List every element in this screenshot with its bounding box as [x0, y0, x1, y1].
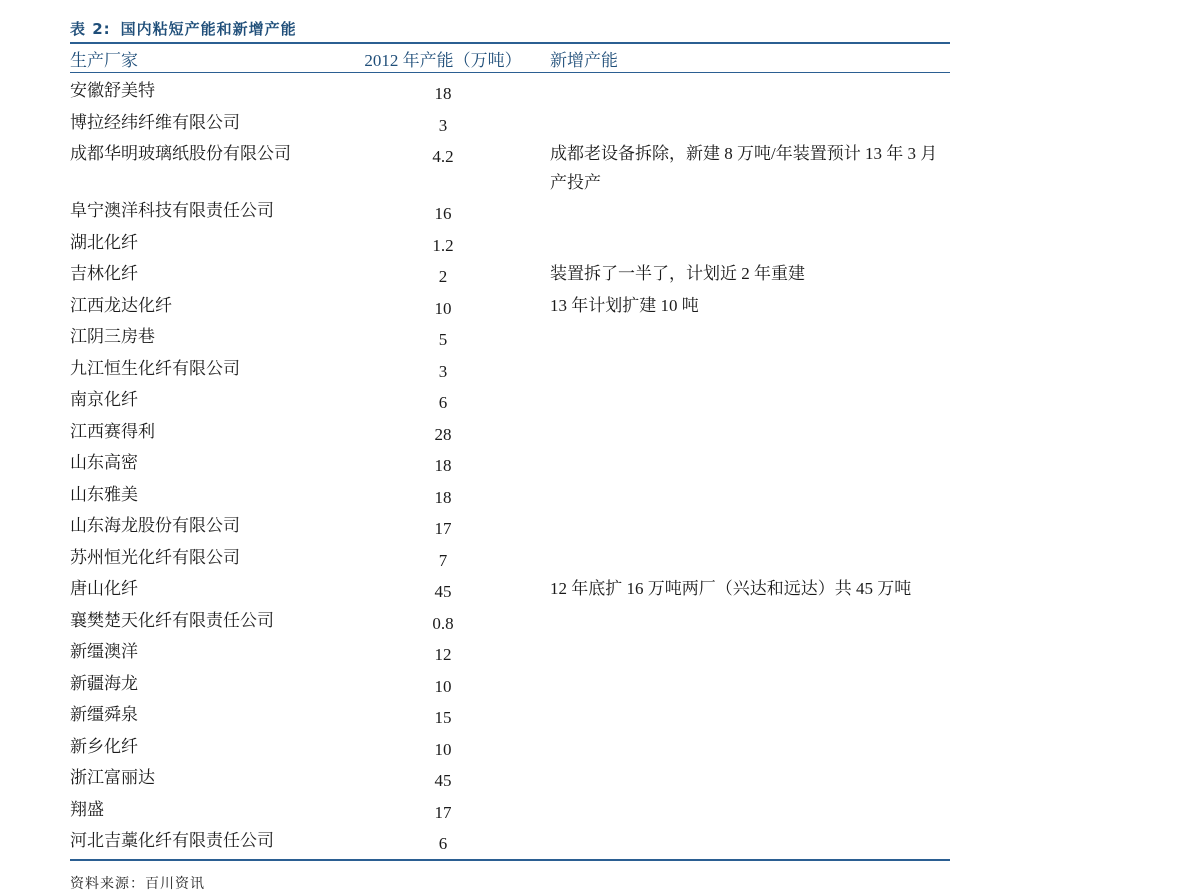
- cell-capacity: 6: [438, 393, 448, 412]
- capacity-table: [70, 42, 950, 861]
- cell-manufacturer: 新疆海龙: [70, 673, 138, 693]
- cell-capacity: 12: [434, 645, 452, 664]
- table-number: 表 2:: [70, 20, 111, 38]
- cell-capacity: 7: [438, 550, 448, 570]
- cell-manufacturer: 唐山化纤: [70, 579, 138, 598]
- table-body: [70, 73, 950, 859]
- cell-capacity: 6: [438, 834, 448, 853]
- cell-capacity: 3: [438, 115, 448, 135]
- cell-manufacturer: 翔盛: [70, 799, 104, 819]
- cell-new-capacity: [550, 481, 950, 513]
- cell-new-capacity: 成都老设备拆除，新建 8 万吨/年装置预计 13 年 3 月产投产: [550, 144, 938, 192]
- cell-manufacturer: 襄樊楚天化纤有限责任公司: [70, 610, 274, 630]
- table-row: [70, 77, 950, 109]
- cell-manufacturer: 河北吉藁化纤有限责任公司: [70, 831, 274, 850]
- table-row: [70, 733, 950, 765]
- cell-new-capacity: 12 年底扩 16 万吨两厂（兴达和远达）共 45 万吨: [550, 579, 912, 598]
- cell-capacity: 10: [434, 739, 452, 759]
- table-title: 国内粘短产能和新增产能: [120, 20, 297, 38]
- cell-manufacturer: 山东高密: [70, 453, 138, 472]
- cell-new-capacity: [550, 733, 950, 765]
- cell-manufacturer: 新乡化纤: [70, 736, 138, 756]
- cell-new-capacity: [550, 701, 950, 733]
- table-figure: [70, 16, 950, 893]
- table-row: [70, 827, 950, 859]
- table-row: [70, 638, 950, 670]
- table-row: [70, 796, 950, 828]
- cell-manufacturer: 新缰舜泉: [70, 705, 138, 724]
- cell-manufacturer: 吉林化纤: [70, 264, 138, 283]
- cell-new-capacity: [550, 386, 950, 418]
- cell-new-capacity: 13 年计划扩建 10 吨: [550, 295, 699, 315]
- source-note: 资料来源：百川资讯: [70, 875, 205, 892]
- cell-manufacturer: 江西赛得利: [70, 421, 155, 441]
- cell-manufacturer: 南京化纤: [70, 390, 138, 409]
- cell-new-capacity: [550, 323, 950, 355]
- table-row: [70, 323, 950, 355]
- cell-capacity: 18: [434, 487, 452, 507]
- cell-capacity: 18: [434, 84, 452, 103]
- cell-new-capacity: [550, 796, 950, 828]
- cell-capacity: 17: [434, 802, 452, 822]
- table-row: [70, 292, 950, 324]
- cell-manufacturer: 山东海龙股份有限公司: [70, 516, 240, 535]
- cell-capacity: 10: [434, 676, 452, 696]
- cell-new-capacity: [550, 764, 950, 796]
- header-manufacturer: 生产厂家: [70, 50, 138, 70]
- table-row: [70, 449, 950, 481]
- table-row: [70, 197, 950, 229]
- table-row: [70, 260, 950, 292]
- table-row: [70, 481, 950, 513]
- cell-capacity: 1.2: [432, 235, 454, 255]
- cell-manufacturer: 阜宁澳洋科技有限责任公司: [70, 201, 274, 220]
- cell-manufacturer: 博拉经纬纤维有限公司: [70, 112, 240, 132]
- table-row: [70, 386, 950, 418]
- cell-new-capacity: [550, 512, 950, 544]
- table-row: [70, 355, 950, 387]
- cell-new-capacity: [550, 544, 950, 576]
- cell-new-capacity: [550, 449, 950, 481]
- table-row: [70, 607, 950, 639]
- table-row: [70, 229, 950, 261]
- table-header-row: [70, 44, 950, 73]
- header-capacity: 2012 年产能（万吨）: [364, 50, 522, 70]
- table-row: [70, 701, 950, 733]
- cell-capacity: 0.8: [432, 613, 454, 633]
- cell-manufacturer: 成都华明玻璃纸股份有限公司: [70, 144, 291, 163]
- table-row: [70, 418, 950, 450]
- table-row: [70, 512, 950, 544]
- cell-new-capacity: [550, 638, 950, 670]
- table-row: [70, 544, 950, 576]
- cell-manufacturer: 江阴三房巷: [70, 327, 155, 346]
- table-row: [70, 670, 950, 702]
- table-caption: [70, 16, 950, 42]
- cell-new-capacity: [550, 418, 950, 450]
- cell-new-capacity: [550, 355, 950, 387]
- cell-new-capacity: [550, 827, 950, 859]
- cell-capacity: 5: [438, 330, 448, 349]
- cell-capacity: 28: [434, 424, 452, 444]
- cell-capacity: 45: [434, 582, 452, 601]
- cell-new-capacity: [550, 607, 950, 639]
- cell-capacity: 16: [434, 204, 452, 223]
- cell-capacity: 17: [434, 519, 452, 538]
- table-row: [70, 140, 950, 197]
- cell-new-capacity: [550, 229, 950, 261]
- cell-capacity: 15: [434, 708, 452, 727]
- cell-capacity: 3: [438, 361, 448, 381]
- cell-new-capacity: [550, 197, 950, 229]
- cell-manufacturer: 山东雅美: [70, 484, 138, 504]
- header-new-capacity: 新增产能: [550, 50, 618, 70]
- table-row: [70, 575, 950, 607]
- cell-capacity: 45: [434, 771, 452, 790]
- cell-capacity: 10: [434, 298, 452, 318]
- cell-manufacturer: 浙江富丽达: [70, 768, 155, 787]
- cell-manufacturer: 湖北化纤: [70, 232, 138, 252]
- cell-manufacturer: 江西龙达化纤: [70, 295, 172, 315]
- cell-new-capacity: 装置拆了一半了，计划近 2 年重建: [550, 264, 805, 283]
- cell-manufacturer: 安徽舒美特: [70, 81, 155, 100]
- cell-new-capacity: [550, 77, 950, 109]
- cell-capacity: 2: [438, 267, 448, 286]
- table-row: [70, 109, 950, 141]
- cell-capacity: 4.2: [432, 147, 454, 166]
- table-row: [70, 764, 950, 796]
- cell-manufacturer: 苏州恒光化纤有限公司: [70, 547, 240, 567]
- cell-capacity: 18: [434, 456, 452, 475]
- cell-new-capacity: [550, 670, 950, 702]
- cell-manufacturer: 九江恒生化纤有限公司: [70, 358, 240, 378]
- cell-new-capacity: [550, 109, 950, 141]
- cell-manufacturer: 新缰澳洋: [70, 642, 138, 661]
